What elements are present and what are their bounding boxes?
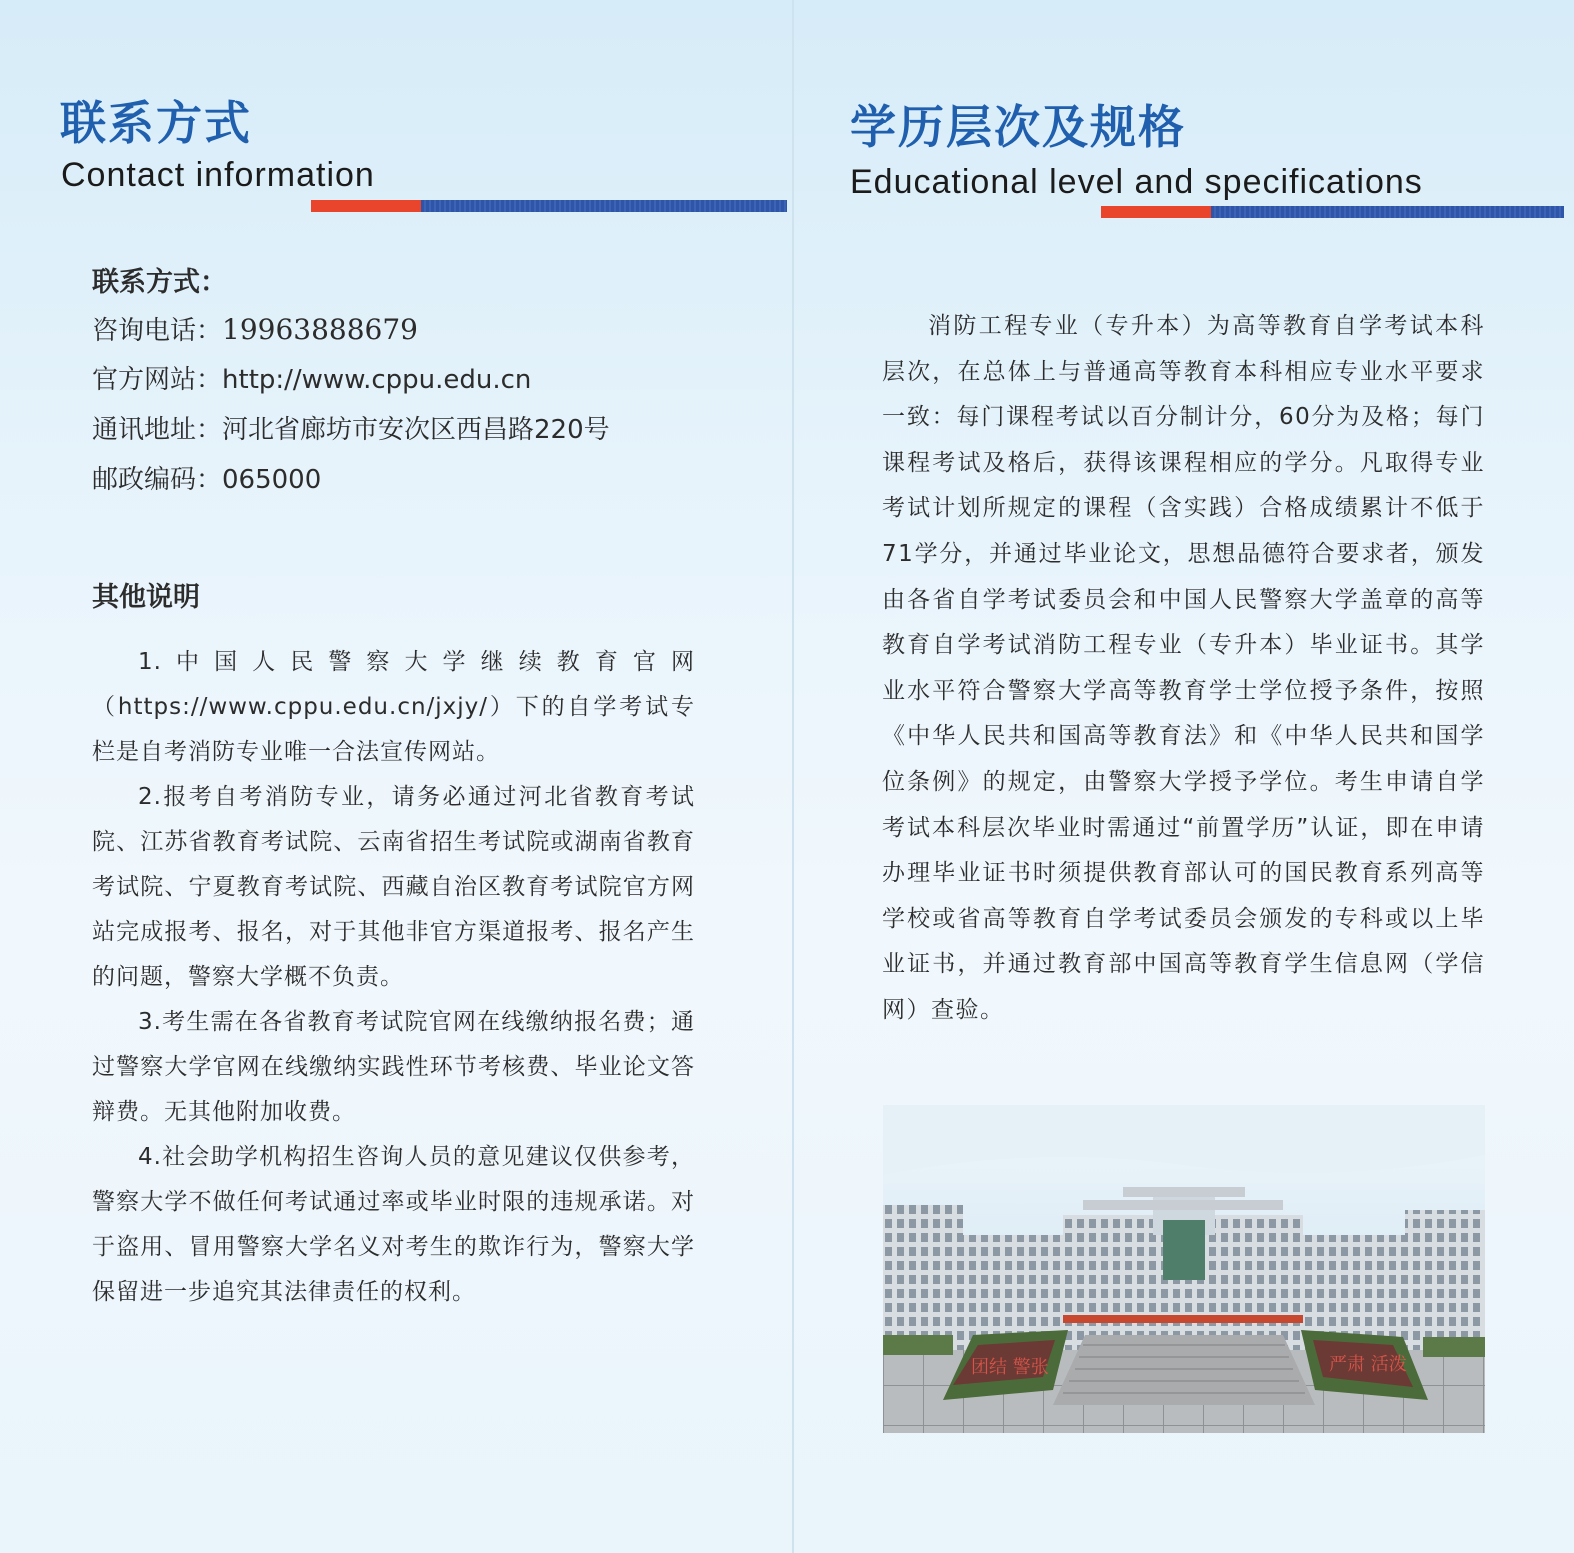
contact-phone-row <box>92 312 610 362</box>
education-description <box>882 304 1485 1034</box>
underline-blue-segment <box>1211 206 1564 218</box>
note-item: 1.中国人民警察大学继续教育官网（https://www.cppu.edu.cn/jxjy/）下的自学考试专栏是自考消防专业唯一合法宣传网站。 <box>92 649 695 765</box>
contact-title-en: Contact information <box>61 156 375 194</box>
underline-blue-segment <box>421 200 787 212</box>
photo-banner-right: 严肃 活泼 <box>1329 1354 1407 1375</box>
education-title-en: Educational level and specifications <box>850 163 1423 201</box>
website-label: 官方网站： <box>92 365 223 395</box>
campus-building-photo <box>883 1105 1485 1433</box>
address-value: 河北省廊坊市安次区西昌路220号 <box>222 415 610 445</box>
right-panel <box>794 0 1574 1553</box>
postcode-label: 邮政编码： <box>92 465 223 495</box>
underline-red-segment <box>1101 206 1211 218</box>
title-underline-bar <box>311 200 787 212</box>
contact-postcode-row <box>92 462 610 512</box>
campus-building-illustration <box>883 1105 1485 1433</box>
education-paragraph: 消防工程专业（专升本）为高等教育自学考试本科层次，在总体上与普通高等教育本科相应专业水平要求一致：每门课程考试以百分制计分，60分为及格；每门课程考试及格后，获得该课程相应的学分。凡取得专业考试计划所规定的课程（含实践）合格成绩累计不低于71学分，并通过毕业论文，思想品德符合要求者，颁发由各省自学考试委员会和中国人民警察大学盖章的高等教育自学考试消防工程专业（专升本）毕业证书。其学业水平符合警察大学高等教育学士学位授予条件，按照《中华人民共和国高等教育法》和《中华人民共和国学位条例》的规定，由警察大学授予学位。考生申请自学考试本科层次毕业时需通过“前置学历”认证，即在申请办理毕业证书时须提供教育部认可的国民教育系列高等学校或省高等教育自学考试委员会颁发的专科或以上毕业证书，并通过教育部中国高等教育学生信息网（学信网）查验。 <box>882 313 1485 1023</box>
address-label: 通讯地址： <box>92 415 223 445</box>
contact-website-row <box>92 362 610 412</box>
contact-list <box>92 312 610 512</box>
photo-banner-left: 团结 警张 <box>971 1357 1049 1378</box>
phone-number[interactable]: 19963888679 <box>222 313 418 346</box>
website-link[interactable]: http://www.cppu.edu.cn <box>222 365 532 395</box>
note-item: 4.社会助学机构招生咨询人员的意见建议仅供参考，警察大学不做任何考试通过率或毕业时限的违规承诺。对于盗用、冒用警察大学名义对考生的欺诈行为，警察大学保留进一步追究其法律责任的权利。 <box>92 1144 695 1305</box>
title-underline-bar <box>1101 206 1564 218</box>
other-notes-heading: 其他说明 <box>92 582 200 613</box>
education-title-zh: 学历层次及规格 <box>850 100 1186 154</box>
contact-title-zh: 联系方式 <box>60 96 252 150</box>
postcode-value: 065000 <box>222 465 322 495</box>
note-item: 2.报考自考消防专业，请务必通过河北省教育考试院、江苏省教育考试院、云南省招生考试院或湖南省教育考试院、宁夏教育考试院、西藏自治区教育考试院官方网站完成报考、报名，对于其他非官方渠道报考、报名产生的问题，警察大学概不负责。 <box>92 784 695 990</box>
contact-heading: 联系方式： <box>92 267 227 298</box>
other-notes <box>92 640 695 1315</box>
note-item: 3.考生需在各省教育考试院官网在线缴纳报名费；通过警察大学官网在线缴纳实践性环节考核费、毕业论文答辩费。无其他附加收费。 <box>92 1009 695 1125</box>
contact-address-row <box>92 412 610 462</box>
underline-red-segment <box>311 200 421 212</box>
phone-label: 咨询电话： <box>92 316 223 346</box>
